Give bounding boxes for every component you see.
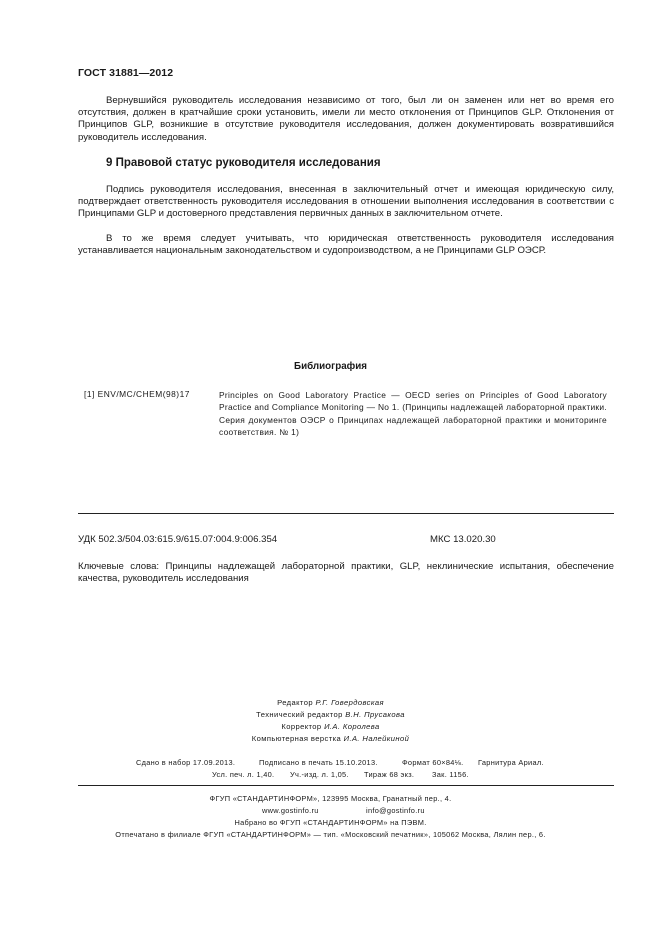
paragraph-return-of-director: Вернувшийся руководитель исследования независимо от того, был ли он заменен или нет во время его отсутствия, должен в кратчайшие сроки установить, имели ли место отклонения от Принципов GLP. Отклонения от Принципов GLP, возникшие в отсутствие руководителя исследования, должен документировать возвратившийся руководитель исследования. [78,95,614,143]
paragraph-legal-signature: Подпись руководителя исследования, внесенная в заключительный отчет и имеющая юридическую силу, подтверждает ответственность руководителя исследования в отношении выполнения исследования в соответствии с Принципами GLP и достоверного представления первичных данных в заключительном отчете. [78,184,614,220]
credit-editor-label: Редактор [277,698,313,707]
bibliography-entry-text: Principles on Good Laboratory Practice — OECD series on Principles of Good Laboratory Practice and Compliance Monitoring — No 1. (Принципы надлежащей лабораторной практики. Серия документов ОЭСР о Принципах надлежащей лабораторной практики и мониторинге соответствия. № 1) [219,390,607,438]
pub-format: Формат 60×84⅛. [402,758,464,767]
credit-editor-name: Р.Г. Говердовская [315,698,384,707]
credit-tech-editor-name: В.Н. Прусакова [345,710,405,719]
bibliography-entry-key: [1] ENV/MC/CHEM(98)17 [84,389,190,399]
credit-editor [0,698,661,707]
credit-layout [0,734,661,743]
keywords: Ключевые слова: Принципы надлежащей лабораторной практики, GLP, неклинические испытания, обеспечение качества, руководитель исследования [78,561,614,585]
bibliography-title: Библиография [294,361,367,372]
section-heading: 9 Правовой статус руководителя исследования [106,157,381,169]
typeset-note: Набрано во ФГУП «СТАНДАРТИНФОРМ» на ПЭВМ. [234,818,427,827]
credit-layout-label: Компьютерная верстка [251,734,342,743]
pub-typeset-date: Сдано в набор 17.09.2013. [136,758,236,767]
divider-bottom [78,785,614,786]
pub-edit-sheets: Уч.-изд. л. 1,05. [290,770,349,779]
pub-run: Тираж 68 экз. [364,770,415,779]
credit-corrector-name: И.А. Королева [324,722,380,731]
credit-corrector-label: Корректор [281,722,322,731]
pub-typeface: Гарнитура Ариал. [478,758,544,767]
divider-top [78,513,614,514]
credit-layout-name: И.А. Налейкиной [343,734,410,743]
standard-header: ГОСТ 31881—2012 [78,67,174,79]
mks-code: МКС 13.020.30 [430,534,496,545]
credit-corrector [0,722,661,731]
credit-tech-editor-label: Технический редактор [256,710,343,719]
publisher-website[interactable]: www.gostinfo.ru [262,806,319,815]
printed-note: Отпечатано в филиале ФГУП «СТАНДАРТИНФОРМ» — тип. «Московский печатник», 105062 Москва, Лялин пер., 6. [115,830,546,839]
publisher-address: ФГУП «СТАНДАРТИНФОРМ», 123995 Москва, Гранатный пер., 4. [209,794,452,803]
publisher-email[interactable]: info@gostinfo.ru [366,806,425,815]
pub-order: Зак. 1156. [432,770,469,779]
udk-code: УДК 502.3/504.03:615.9/615.07:004.9:006.354 [78,534,278,545]
pub-signed-date: Подписано в печать 15.10.2013. [259,758,378,767]
credit-tech-editor [0,710,661,719]
paragraph-legal-responsibility: В то же время следует учитывать, что юридическая ответственность руководителя исследования устанавливается национальным законодательством и судопроизводством, а не Принципами GLP ОЭСР. [78,233,614,257]
pub-print-sheets: Усл. печ. л. 1,40. [212,770,275,779]
